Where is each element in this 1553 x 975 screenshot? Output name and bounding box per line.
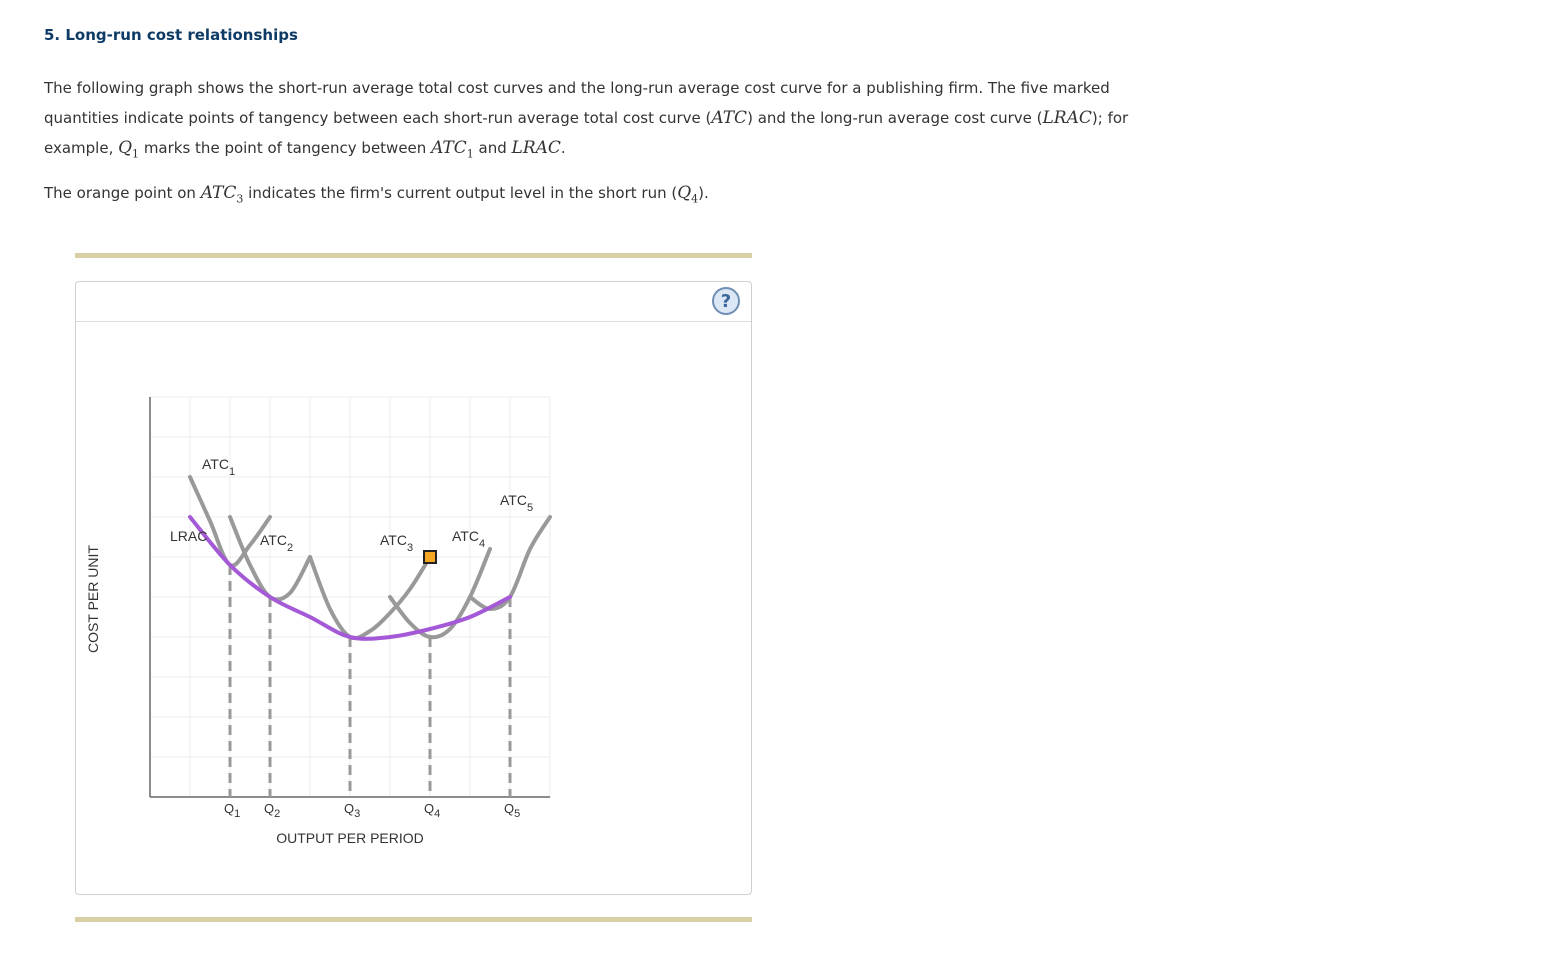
orange-point-paragraph: The orange point on $ATC_3$ indicates the firm's current output level in the short run $(Q_4)$.: [44, 183, 709, 206]
quantity-label-q3: $Q_3$: [344, 801, 361, 820]
cost-graph: [76, 282, 751, 894]
top-divider: [75, 253, 752, 258]
points: [424, 551, 436, 563]
intro-paragraph: The following graph shows the short-run average total cost curves and the long-run average cost curve for a publishing firm. The five marked quantities indicate points of tangency between each short-run average total cost curve (ATC) and the long-run average cost curve (LRAC); for example, $Q_1$ marks the point of tangency between $ATC_1$ and LRAC.: [44, 79, 1129, 161]
question-icon: ?: [720, 290, 732, 312]
bottom-divider: [75, 917, 752, 922]
label-atc5: $ATC_5$: [500, 492, 534, 514]
label-atc1: $ATC_1$: [202, 456, 236, 478]
quantity-label-q1: $Q_1$: [224, 801, 241, 820]
quantity-label-q4: $Q_4$: [424, 801, 441, 820]
label-lrac: LRAC: [170, 528, 208, 544]
graph-panel: [75, 281, 752, 895]
page-title: 5. Long-run cost relationships: [44, 26, 298, 44]
y-axis-label: COST PER UNIT: [85, 545, 101, 653]
label-atc3: $ATC_3$: [380, 532, 414, 554]
quantity-label-q5: $Q_5$: [504, 801, 521, 820]
label-atc4: $ATC_4$: [452, 528, 486, 550]
cost-curves: [190, 477, 550, 639]
current-output-point: [424, 551, 436, 563]
label-atc2: $ATC_2$: [260, 532, 294, 554]
quantity-label-q2: $Q_2$: [264, 801, 281, 820]
x-axis-label: OUTPUT PER PERIOD: [276, 830, 424, 846]
